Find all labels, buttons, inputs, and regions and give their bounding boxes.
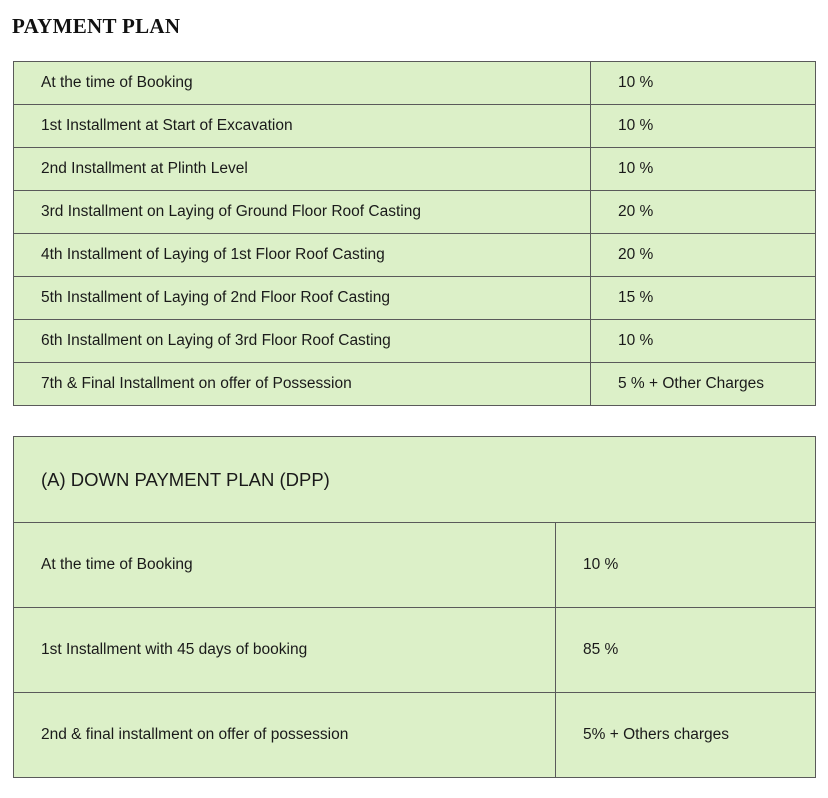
dpp-heading: (A) DOWN PAYMENT PLAN (DPP) <box>14 437 816 523</box>
amount-cell: 5% + Others charges <box>556 693 816 778</box>
stage-cell: 3rd Installment on Laying of Ground Floor Roof Casting <box>14 191 591 234</box>
amount-cell: 10 % <box>591 105 816 148</box>
amount-cell: 10 % <box>556 523 816 608</box>
table-row <box>14 148 816 191</box>
stage-cell: 2nd Installment at Plinth Level <box>14 148 591 191</box>
payment-plan-table <box>13 61 816 406</box>
amount-cell: 5 % + Other Charges <box>591 363 816 406</box>
table-row <box>14 234 816 277</box>
table-row <box>14 693 816 778</box>
stage-cell: 2nd & final installment on offer of possession <box>14 693 556 778</box>
stage-cell: 1st Installment at Start of Excavation <box>14 105 591 148</box>
amount-cell: 10 % <box>591 62 816 105</box>
table-row <box>14 363 816 406</box>
table-row <box>14 62 816 105</box>
table-row <box>14 608 816 693</box>
amount-cell: 15 % <box>591 277 816 320</box>
amount-cell: 10 % <box>591 320 816 363</box>
table-row <box>14 320 816 363</box>
amount-cell: 10 % <box>591 148 816 191</box>
stage-cell: At the time of Booking <box>14 523 556 608</box>
stage-cell: 5th Installment of Laying of 2nd Floor Roof Casting <box>14 277 591 320</box>
amount-cell: 20 % <box>591 191 816 234</box>
table-row <box>14 277 816 320</box>
stage-cell: 7th & Final Installment on offer of Possession <box>14 363 591 406</box>
down-payment-plan-table <box>13 436 816 778</box>
amount-cell: 85 % <box>556 608 816 693</box>
page-title: PAYMENT PLAN <box>12 14 181 38</box>
amount-cell: 20 % <box>591 234 816 277</box>
stage-cell: At the time of Booking <box>14 62 591 105</box>
stage-cell: 1st Installment with 45 days of booking <box>14 608 556 693</box>
table-header-row <box>14 437 816 523</box>
stage-cell: 4th Installment of Laying of 1st Floor Roof Casting <box>14 234 591 277</box>
table-row <box>14 523 816 608</box>
table-row <box>14 105 816 148</box>
table-row <box>14 191 816 234</box>
stage-cell: 6th Installment on Laying of 3rd Floor Roof Casting <box>14 320 591 363</box>
